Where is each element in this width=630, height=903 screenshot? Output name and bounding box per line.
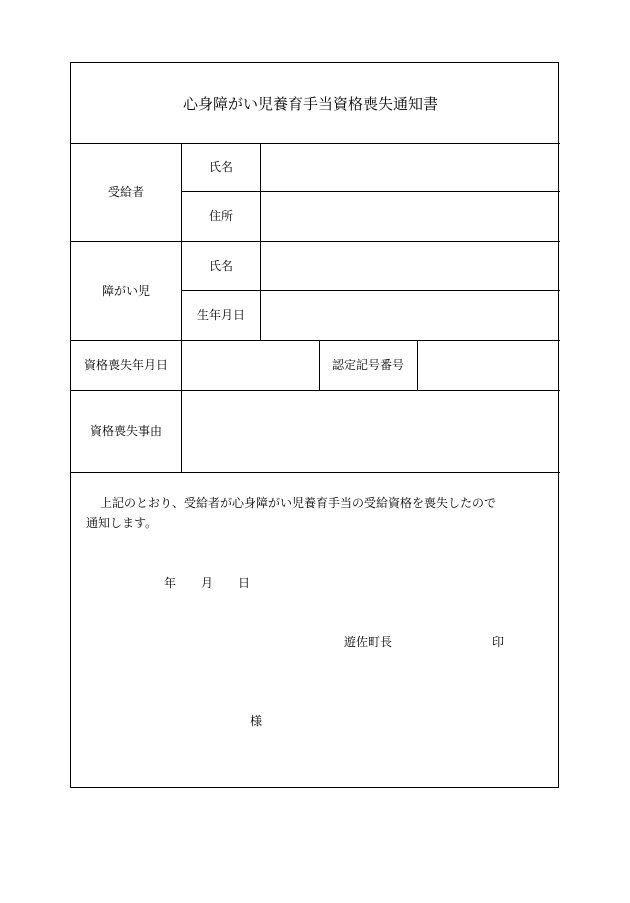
- notice-text-line1: 上記のとおり、受給者が心身障がい児養育手当の受給資格を喪失したので: [100, 496, 497, 510]
- notification-form: [70, 62, 559, 788]
- child-name-field[interactable]: [261, 242, 559, 290]
- column-divider: [319, 340, 320, 390]
- seal-mark: 印: [492, 635, 505, 649]
- loss-date-field[interactable]: [182, 341, 319, 390]
- recipient-address-label: 住所: [209, 209, 234, 223]
- child-birthdate-label: 生年月日: [197, 308, 246, 322]
- child-name-label: 氏名: [209, 259, 234, 273]
- recipient-address-field[interactable]: [261, 192, 559, 241]
- child-label: 障がい児: [102, 284, 151, 298]
- issuer-title: 遊佐町長: [344, 635, 393, 649]
- notice-text-line2: 通知します。: [86, 516, 158, 530]
- loss-date-label: 資格喪失年月日: [84, 358, 169, 372]
- recipient-name-field[interactable]: [261, 144, 559, 191]
- date-day-label: 日: [238, 576, 251, 590]
- date-month-label: 月: [201, 576, 214, 590]
- document-title: 心身障がい児養育手当資格喪失通知書: [183, 95, 439, 113]
- recipient-label: 受給者: [108, 185, 145, 199]
- row-divider: [71, 472, 560, 473]
- cert-number-label: 認定記号番号: [332, 358, 405, 372]
- loss-reason-label: 資格喪失事由: [90, 424, 163, 438]
- loss-reason-field[interactable]: [182, 391, 559, 472]
- date-year-label: 年: [164, 576, 177, 590]
- cert-number-field[interactable]: [418, 341, 559, 390]
- addressee-honorific: 様: [250, 714, 263, 728]
- recipient-name-label: 氏名: [209, 160, 234, 174]
- child-birthdate-field[interactable]: [261, 291, 559, 340]
